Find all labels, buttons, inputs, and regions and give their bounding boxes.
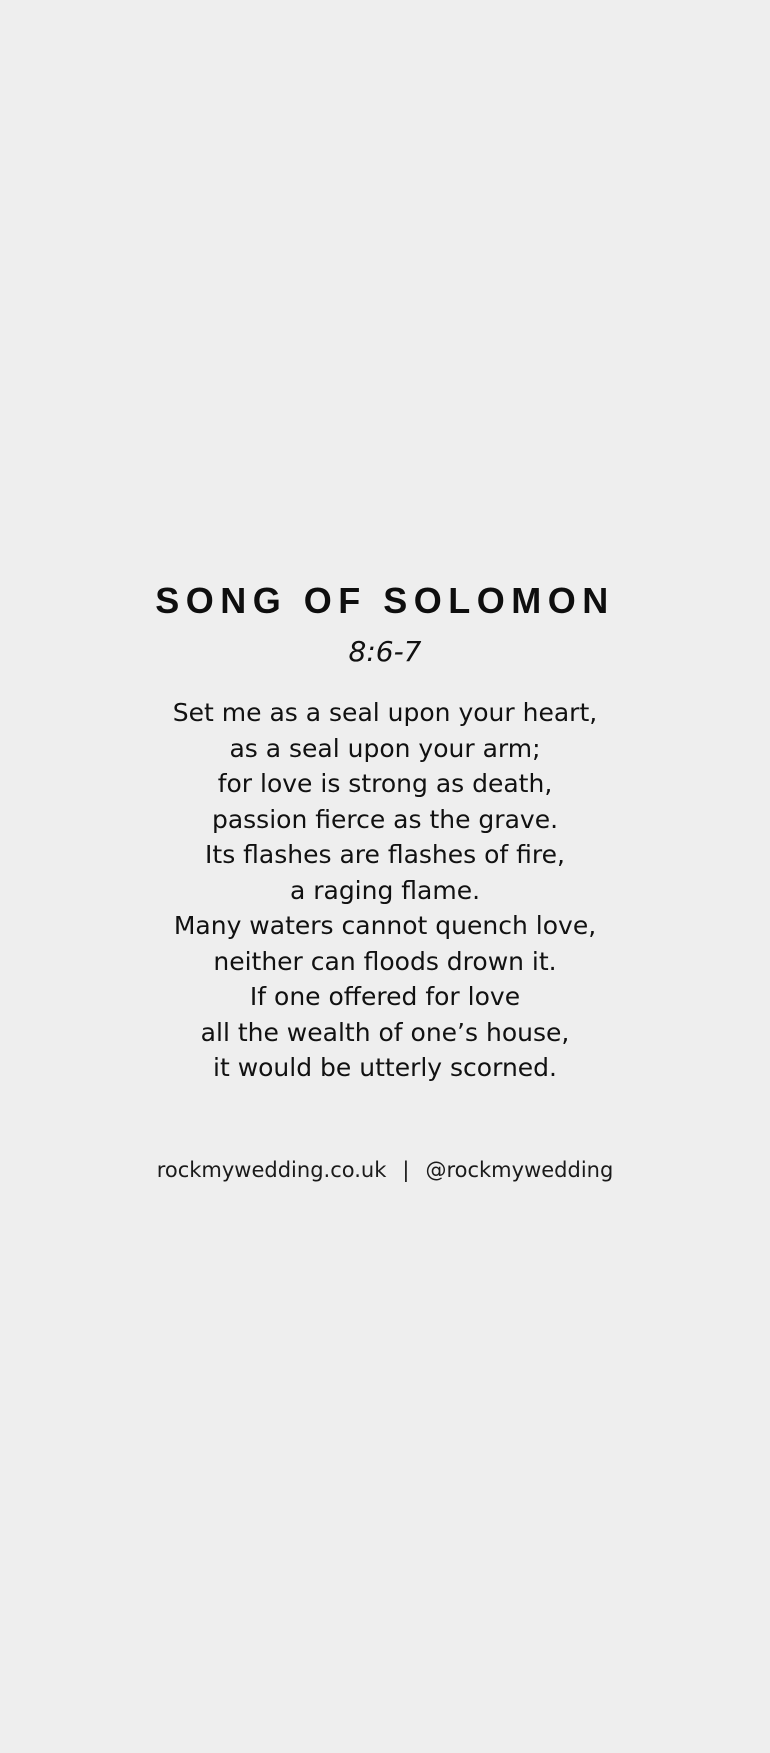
social-handle-link[interactable]: @rockmywedding	[425, 1158, 614, 1182]
verse-line: Its flashes are flashes of fire,	[205, 840, 565, 869]
verse-line: Many waters cannot quench love,	[173, 911, 597, 940]
verse-line: a raging flame.	[289, 875, 481, 905]
verse-line: neither can floods drown it.	[213, 946, 557, 976]
footer-credits	[0, 1155, 770, 1185]
verse-line: passion fierce as the grave.	[211, 804, 559, 834]
page-title: SONG OF SOLOMON	[155, 580, 615, 621]
footer-separator: |	[402, 1158, 410, 1182]
verse-line: all the wealth of one’s house,	[200, 1017, 570, 1047]
verse-line: it would be utterly scorned.	[213, 1053, 557, 1082]
verse-line: for love is strong as death,	[217, 769, 553, 798]
verse-line: If one offered for love	[249, 982, 521, 1011]
verse-text	[0, 695, 770, 1086]
verse-reference: 8:6-7	[348, 635, 422, 668]
verse-line: as a seal upon your arm;	[229, 733, 541, 763]
website-link[interactable]: rockmywedding.co.uk	[156, 1158, 387, 1182]
verse-line: Set me as a seal upon your heart,	[172, 698, 598, 727]
